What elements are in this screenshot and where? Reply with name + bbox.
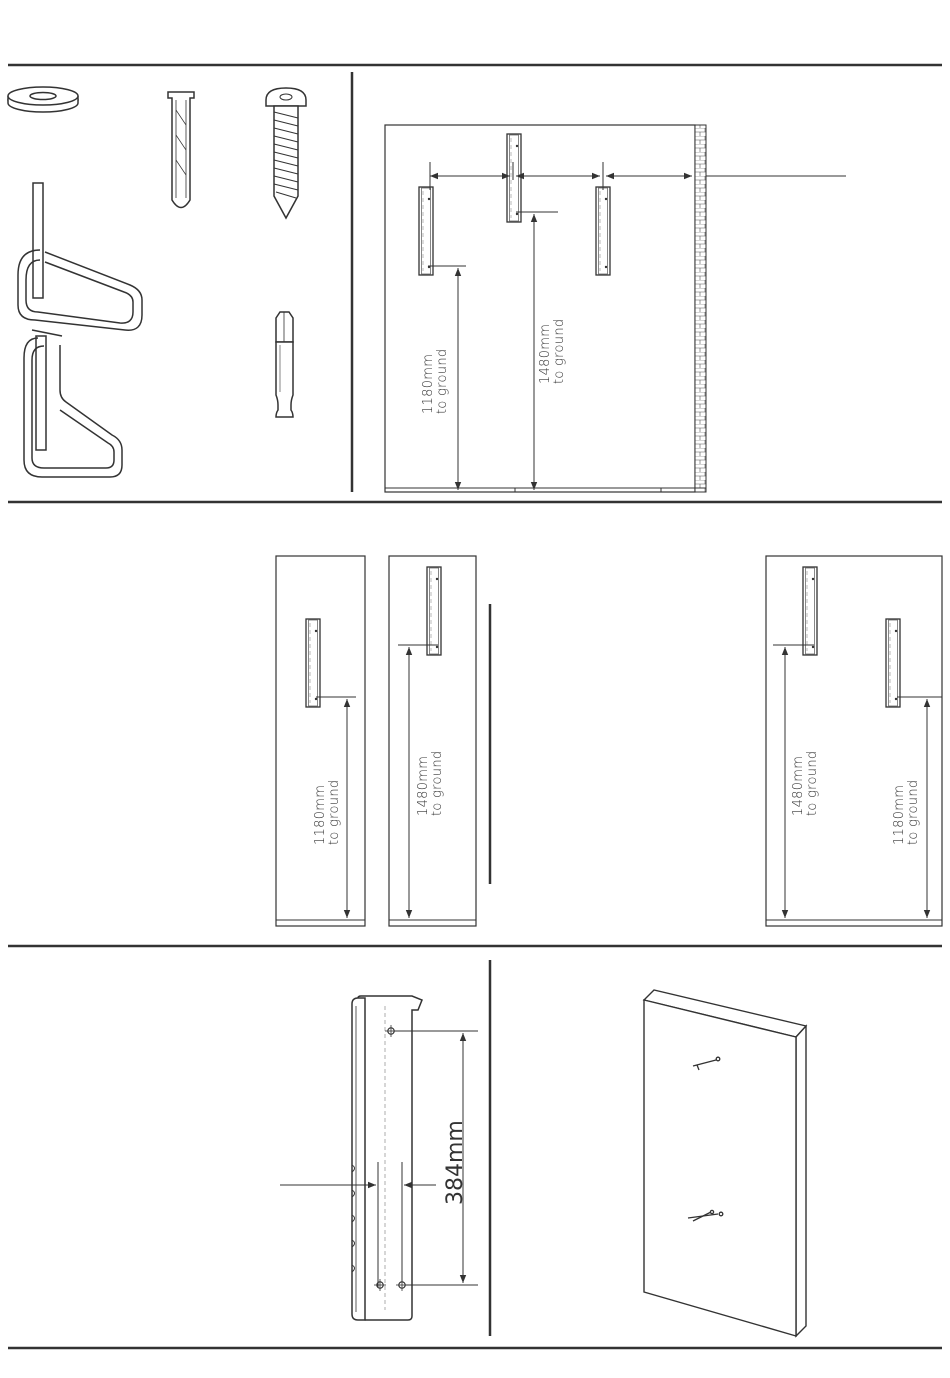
bracket-1 bbox=[419, 187, 433, 275]
bracket-p3b bbox=[886, 619, 900, 707]
bracket-detail bbox=[352, 996, 422, 1320]
bracket-2 bbox=[507, 134, 521, 222]
bracket-3 bbox=[596, 187, 610, 275]
label-1480-p2: 1480mm to ground bbox=[416, 750, 445, 816]
wall-plug-icon bbox=[168, 92, 194, 208]
bike-hook-b-icon bbox=[24, 330, 122, 477]
brick-wall bbox=[695, 125, 706, 492]
middle-panel-2 bbox=[389, 556, 476, 926]
screw-icon bbox=[266, 88, 306, 218]
bike-hook-a-icon bbox=[18, 183, 142, 330]
label-1480-top: 1480mm to ground bbox=[538, 318, 567, 384]
washer-icon bbox=[8, 87, 78, 112]
bracket-p1 bbox=[306, 619, 320, 707]
screwdriver-bit-icon bbox=[276, 312, 293, 417]
middle-panel-3 bbox=[766, 556, 942, 926]
label-384mm: 384mm bbox=[443, 1120, 468, 1205]
label-1180-top: 1180mm to ground bbox=[421, 348, 450, 414]
label-1180-p1: 1180mm to ground bbox=[313, 779, 342, 845]
bracket-p3a bbox=[803, 567, 817, 655]
wall-layout-panel bbox=[385, 125, 846, 492]
bracket-p2 bbox=[427, 567, 441, 655]
label-1480-p3: 1480mm to ground bbox=[791, 750, 820, 816]
label-1180-p3: 1180mm to ground bbox=[892, 779, 921, 845]
wood-board bbox=[644, 990, 806, 1336]
parts-list bbox=[8, 87, 306, 477]
middle-panel-1 bbox=[276, 556, 365, 926]
